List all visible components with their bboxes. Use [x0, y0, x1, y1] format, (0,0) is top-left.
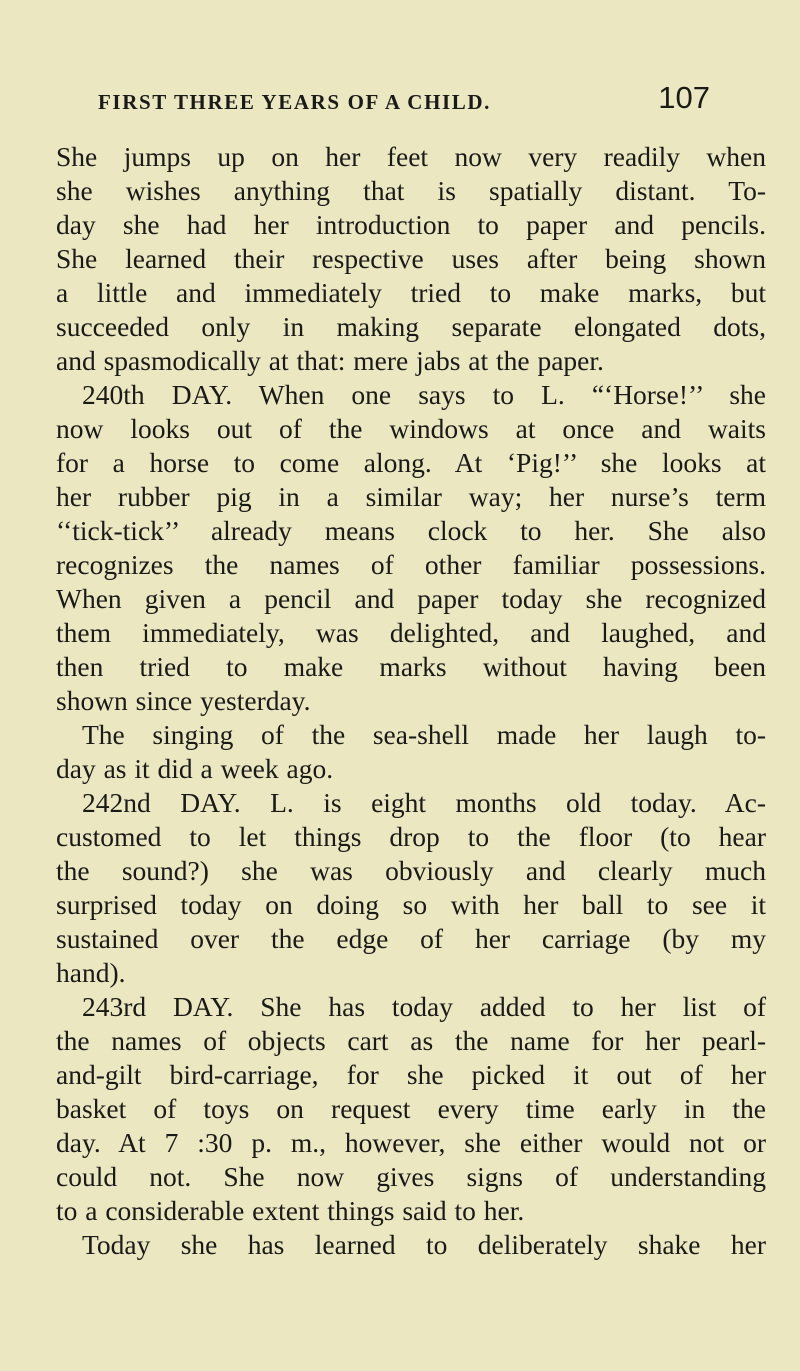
- body-text: [56, 140, 766, 1262]
- running-head: [98, 80, 710, 126]
- text-line: She jumps up on her feet now very readily when: [56, 141, 766, 172]
- text-line: When given a pencil and paper today she recognized: [56, 583, 766, 614]
- text-line: them immediately, was delighted, and laughed, and: [56, 617, 766, 648]
- text-line: recognizes the names of other familiar possessions.: [56, 549, 766, 580]
- text-line: to a considerable extent things said to her.: [56, 1195, 525, 1226]
- text-line: surprised today on doing so with her ball to see it: [56, 889, 766, 920]
- text-line: could not. She now gives signs of understanding: [56, 1161, 766, 1192]
- running-title: FIRST THREE YEARS OF A CHILD.: [98, 90, 491, 114]
- text-line: basket of toys on request every time early in the: [56, 1093, 766, 1124]
- text-line: hand).: [56, 957, 126, 988]
- text-line: she wishes anything that is spatially distant. To-: [56, 175, 766, 206]
- text-line: customed to let things drop to the floor (to hear: [56, 821, 766, 852]
- text-line: 243rd DAY. She has today added to her list of: [82, 991, 766, 1022]
- text-line: and-gilt bird-carriage, for she picked it out of her: [56, 1059, 766, 1090]
- text-line: She learned their respective uses after being shown: [56, 243, 766, 274]
- text-line: and spasmodically at that: mere jabs at the paper.: [56, 345, 604, 376]
- text-line: now looks out of the windows at once and waits: [56, 413, 766, 444]
- text-line: then tried to make marks without having been: [56, 651, 766, 682]
- text-line: The singing of the sea-shell made her laugh to-: [82, 719, 766, 750]
- text-line: a little and immediately tried to make marks, but: [56, 277, 766, 308]
- text-line: 240th DAY. When one says to L. “‘Horse!’’ she: [82, 379, 766, 410]
- text-line: day as it did a week ago.: [56, 753, 334, 784]
- text-line: day she had her introduction to paper and pencils.: [56, 209, 766, 240]
- text-line: day. At 7 :30 p. m., however, she either would not or: [56, 1127, 766, 1158]
- text-line: ‘‘tick-tick’’ already means clock to her. She also: [56, 515, 766, 546]
- text-line: sustained over the edge of her carriage (by my: [56, 923, 766, 954]
- text-line: for a horse to come along. At ‘Pig!’’ she looks at: [56, 447, 766, 478]
- text-line: shown since yesterday.: [56, 685, 311, 716]
- text-line: 242nd DAY. L. is eight months old today. Ac-: [82, 787, 766, 818]
- text-line: her rubber pig in a similar way; her nurse’s term: [56, 481, 766, 512]
- text-line: the names of objects cart as the name for her pearl-: [56, 1025, 766, 1056]
- text-line: succeeded only in making separate elongated dots,: [56, 311, 766, 342]
- text-line: the sound?) she was obviously and clearly much: [56, 855, 766, 886]
- page-number: 107: [658, 80, 710, 115]
- text-line: Today she has learned to deliberately shake her: [82, 1229, 766, 1260]
